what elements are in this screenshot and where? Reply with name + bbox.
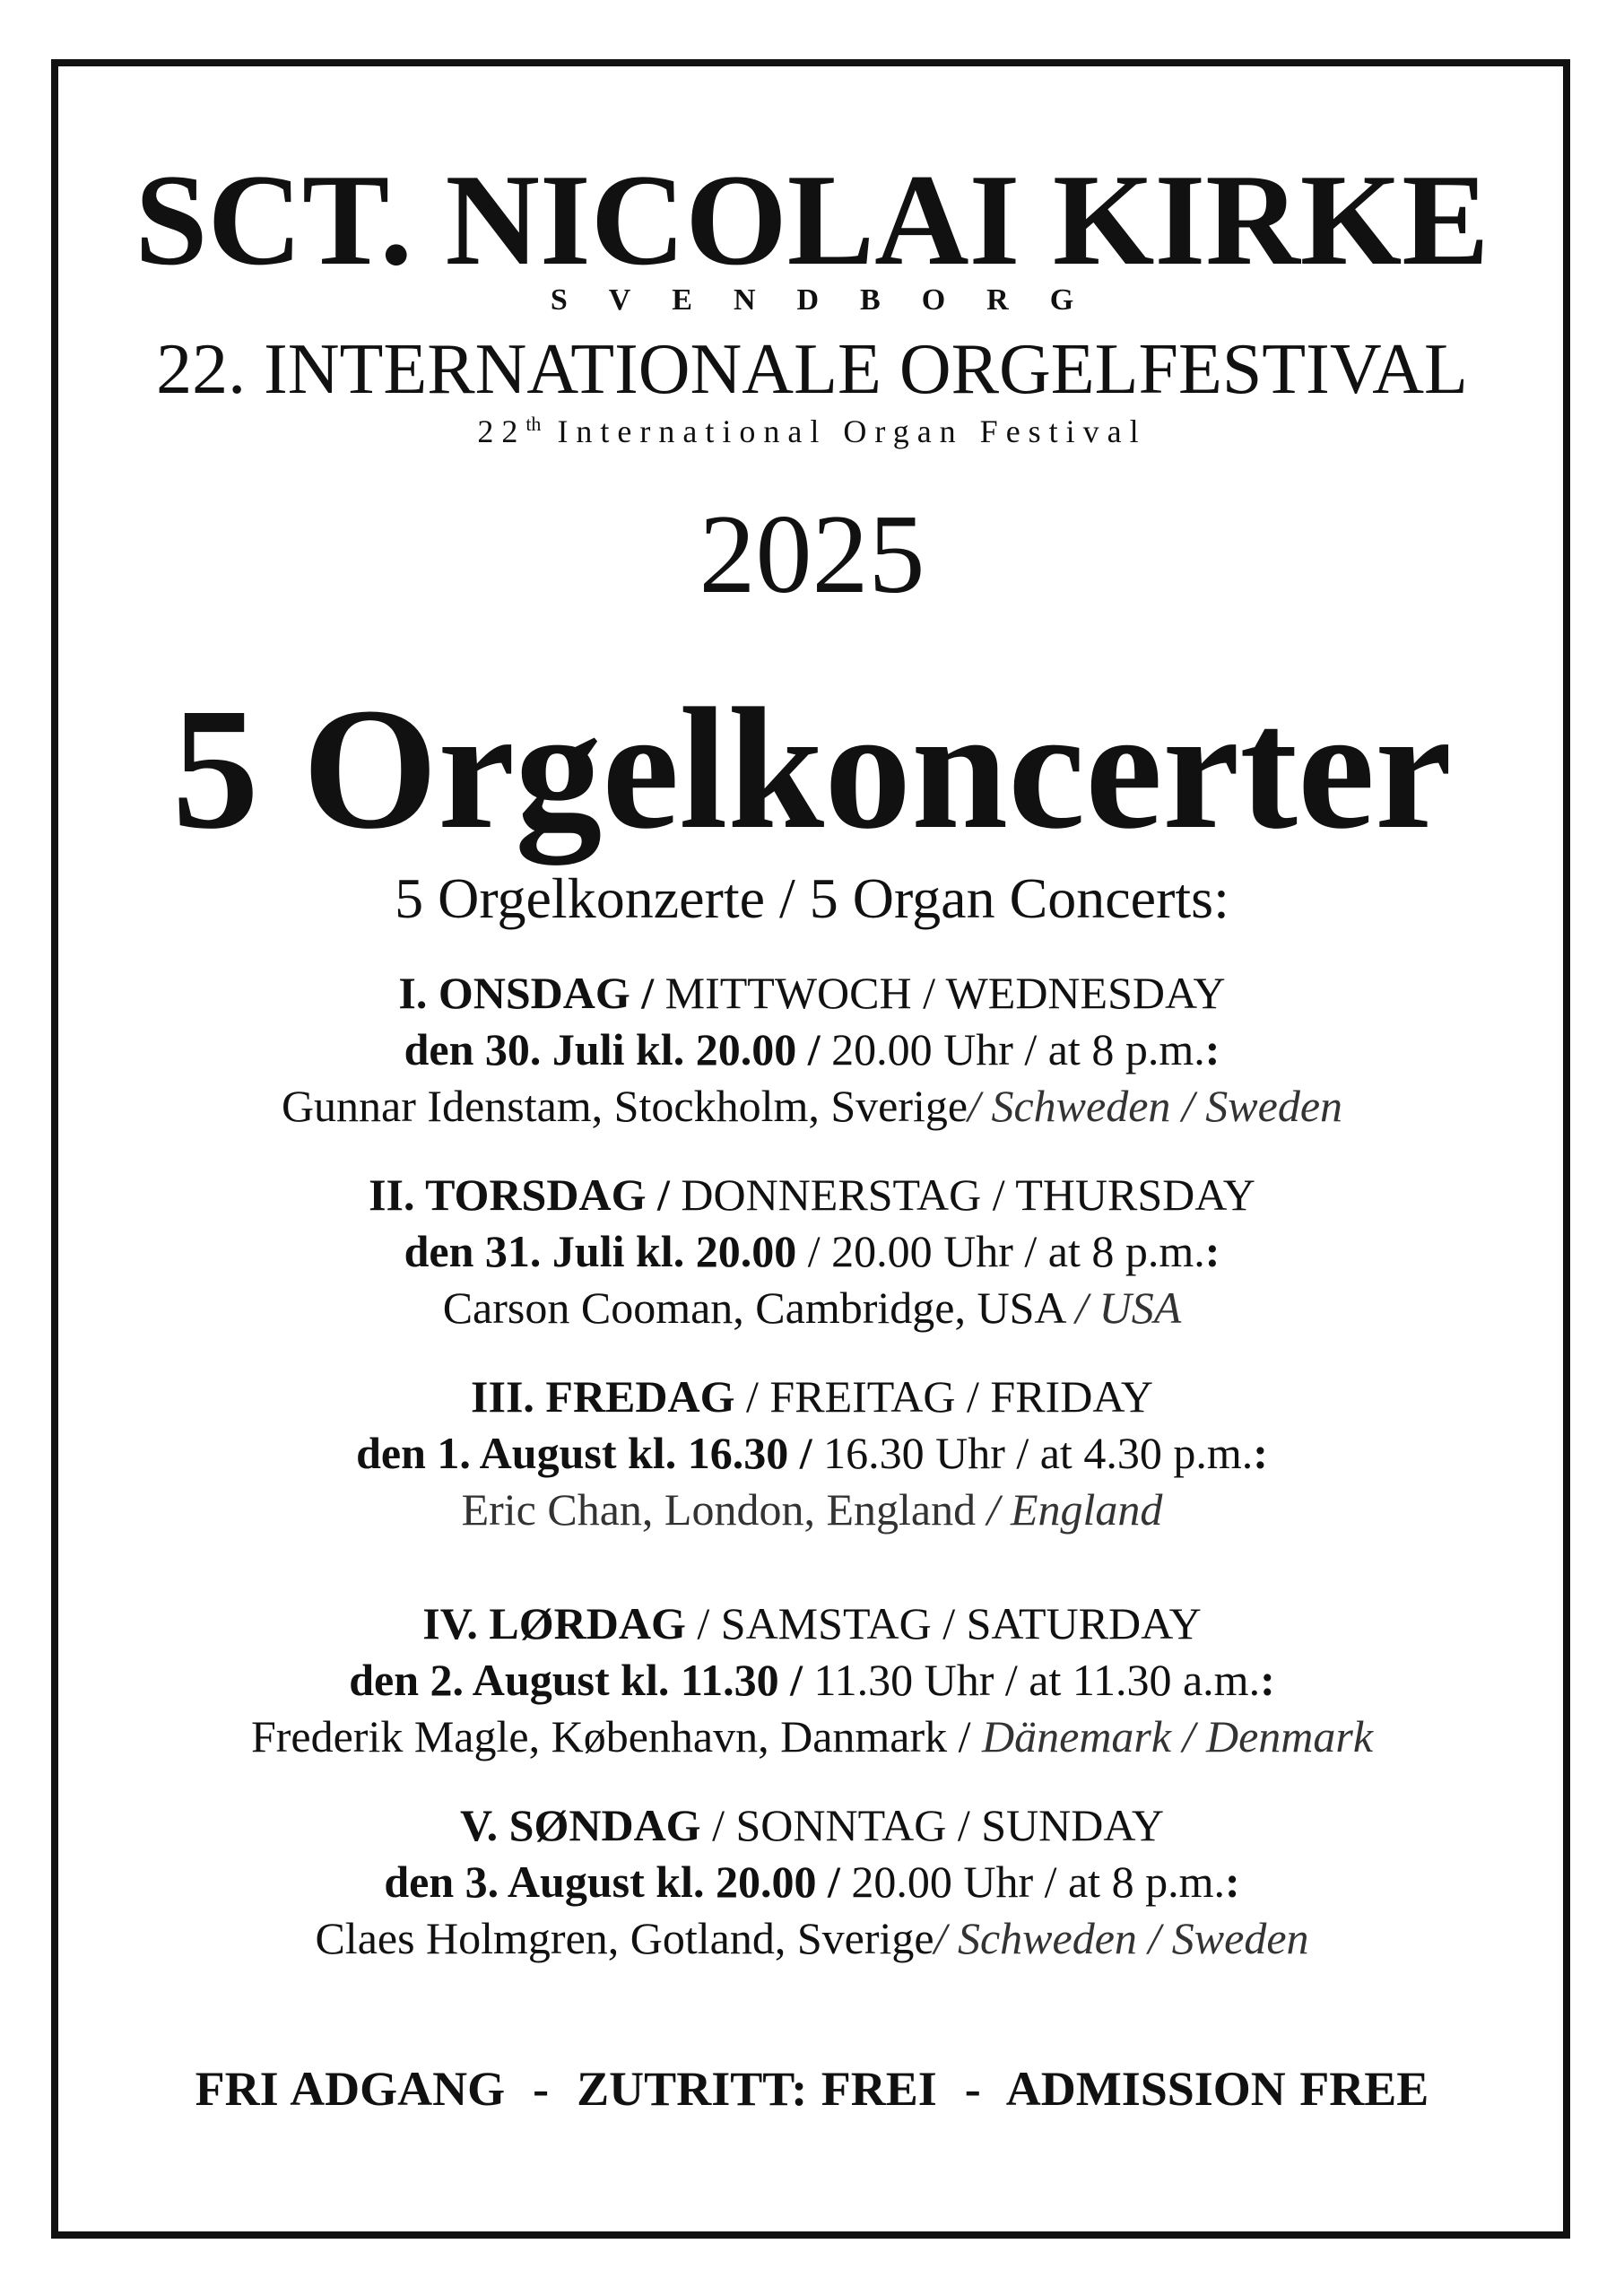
concert-1-day — [0, 968, 1624, 1018]
concert-4-time-danish: den 2. August kl. 11.30 / — [349, 1655, 803, 1705]
festival-year: 2025 — [699, 492, 925, 617]
concert-4-time-colon: : — [1260, 1655, 1275, 1705]
concert-3-day-danish: III. FREDAG — [471, 1371, 735, 1422]
concert-2-time-danish: den 31. Juli kl. 20.00 — [404, 1226, 797, 1276]
concert-4-day-german-english: / SAMSTAG / SATURDAY — [685, 1598, 1202, 1648]
concert-4-day — [0, 1598, 1624, 1648]
concert-3-day-german-english: / FREITAG / FRIDAY — [734, 1371, 1153, 1422]
concert-4-day-danish: IV. LØRDAG — [422, 1598, 686, 1648]
concert-1-performer-text: Gunnar Idenstam, Stockholm, Sverige — [281, 1081, 968, 1131]
concert-2-day — [0, 1170, 1624, 1220]
concert-2-time-colon: : — [1204, 1226, 1220, 1276]
concert-5-time-danish: den 3. August kl. 20.00 / — [384, 1857, 840, 1907]
festival-title-english — [0, 414, 1624, 448]
city-name: SVENDBORG — [550, 283, 1116, 317]
concert-2-country: / USA — [1075, 1283, 1182, 1333]
concert-1-day-german-english: MITTWOCH / WEDNESDAY — [654, 968, 1226, 1018]
concert-4-time — [0, 1655, 1624, 1705]
concert-1-country: / Schweden / Sweden — [968, 1081, 1343, 1131]
concert-5-performer-text: Claes Holmgren, Gotland, Sverige — [315, 1913, 934, 1963]
festival-title-danish: 22. INTERNATIONALE ORGELFESTIVAL — [156, 330, 1468, 409]
concert-5-day — [0, 1800, 1624, 1850]
concert-5-time — [0, 1857, 1624, 1907]
concert-3-time-german-english: 16.30 Uhr / at 4.30 p.m. — [812, 1428, 1254, 1478]
subheadline: 5 Orgelkonzerte / 5 Organ Concerts: — [395, 866, 1229, 930]
concert-5-day-german-english: / SONNTAG / SUNDAY — [700, 1800, 1165, 1850]
concert-4-time-german-english: 11.30 Uhr / at 11.30 a.m. — [802, 1655, 1261, 1705]
concert-3-performer-text: Eric Chan, London, England — [461, 1484, 987, 1535]
concert-5-time-colon: : — [1224, 1857, 1240, 1907]
festival-ordinal-suffix: th — [525, 413, 542, 435]
concert-3-time-danish: den 1. August kl. 16.30 / — [356, 1428, 812, 1478]
concert-2-day-german-english: DONNERSTAG / THURSDAY — [669, 1170, 1255, 1220]
concert-3-time-colon: : — [1253, 1428, 1268, 1478]
concert-3-country: / England — [986, 1484, 1163, 1535]
concert-4-performer-text: Frederik Magle, København, Danmark / — [250, 1711, 983, 1761]
concert-3-day — [0, 1371, 1624, 1422]
concert-1-day-danish: I. ONSDAG / — [398, 968, 655, 1018]
concert-5-country: / Schweden / Sweden — [934, 1913, 1309, 1963]
concert-2-performer — [0, 1283, 1624, 1333]
concert-1-time-danish: den 30. Juli kl. 20.00 / — [404, 1024, 821, 1074]
concert-1-time — [0, 1024, 1624, 1074]
concert-1-time-german-english: 20.00 Uhr / at 8 p.m. — [820, 1024, 1205, 1074]
church-title: SCT. NICOLAI KIRKE — [135, 147, 1489, 292]
concert-4-country: Dänemark / Denmark — [982, 1711, 1374, 1761]
concert-5-time-german-english: 20.00 Uhr / at 8 p.m. — [839, 1857, 1225, 1907]
concert-2-day-danish: II. TORSDAG / — [369, 1170, 670, 1220]
concert-2-time — [0, 1226, 1624, 1276]
concert-2-time-german-english: / 20.00 Uhr / at 8 p.m. — [796, 1226, 1205, 1276]
concert-1-time-colon: : — [1204, 1024, 1220, 1074]
concert-3-time — [0, 1428, 1624, 1478]
concert-2-performer-text: Carson Cooman, Cambridge, USA — [442, 1283, 1076, 1333]
festival-ordinal: 22 — [477, 413, 526, 449]
concert-5-day-danish: V. SØNDAG — [459, 1800, 701, 1850]
concert-3-performer — [0, 1484, 1624, 1535]
concert-4-performer — [0, 1711, 1624, 1761]
festival-english-text: International Organ Festival — [557, 413, 1147, 449]
headline: 5 Orgelkoncerter — [171, 672, 1453, 865]
concert-5-performer — [0, 1913, 1624, 1963]
admission-free: FRI ADGANG - ZUTRITT: FREI - ADMISSION FREE — [195, 2062, 1429, 2116]
concert-1-performer — [0, 1081, 1624, 1131]
